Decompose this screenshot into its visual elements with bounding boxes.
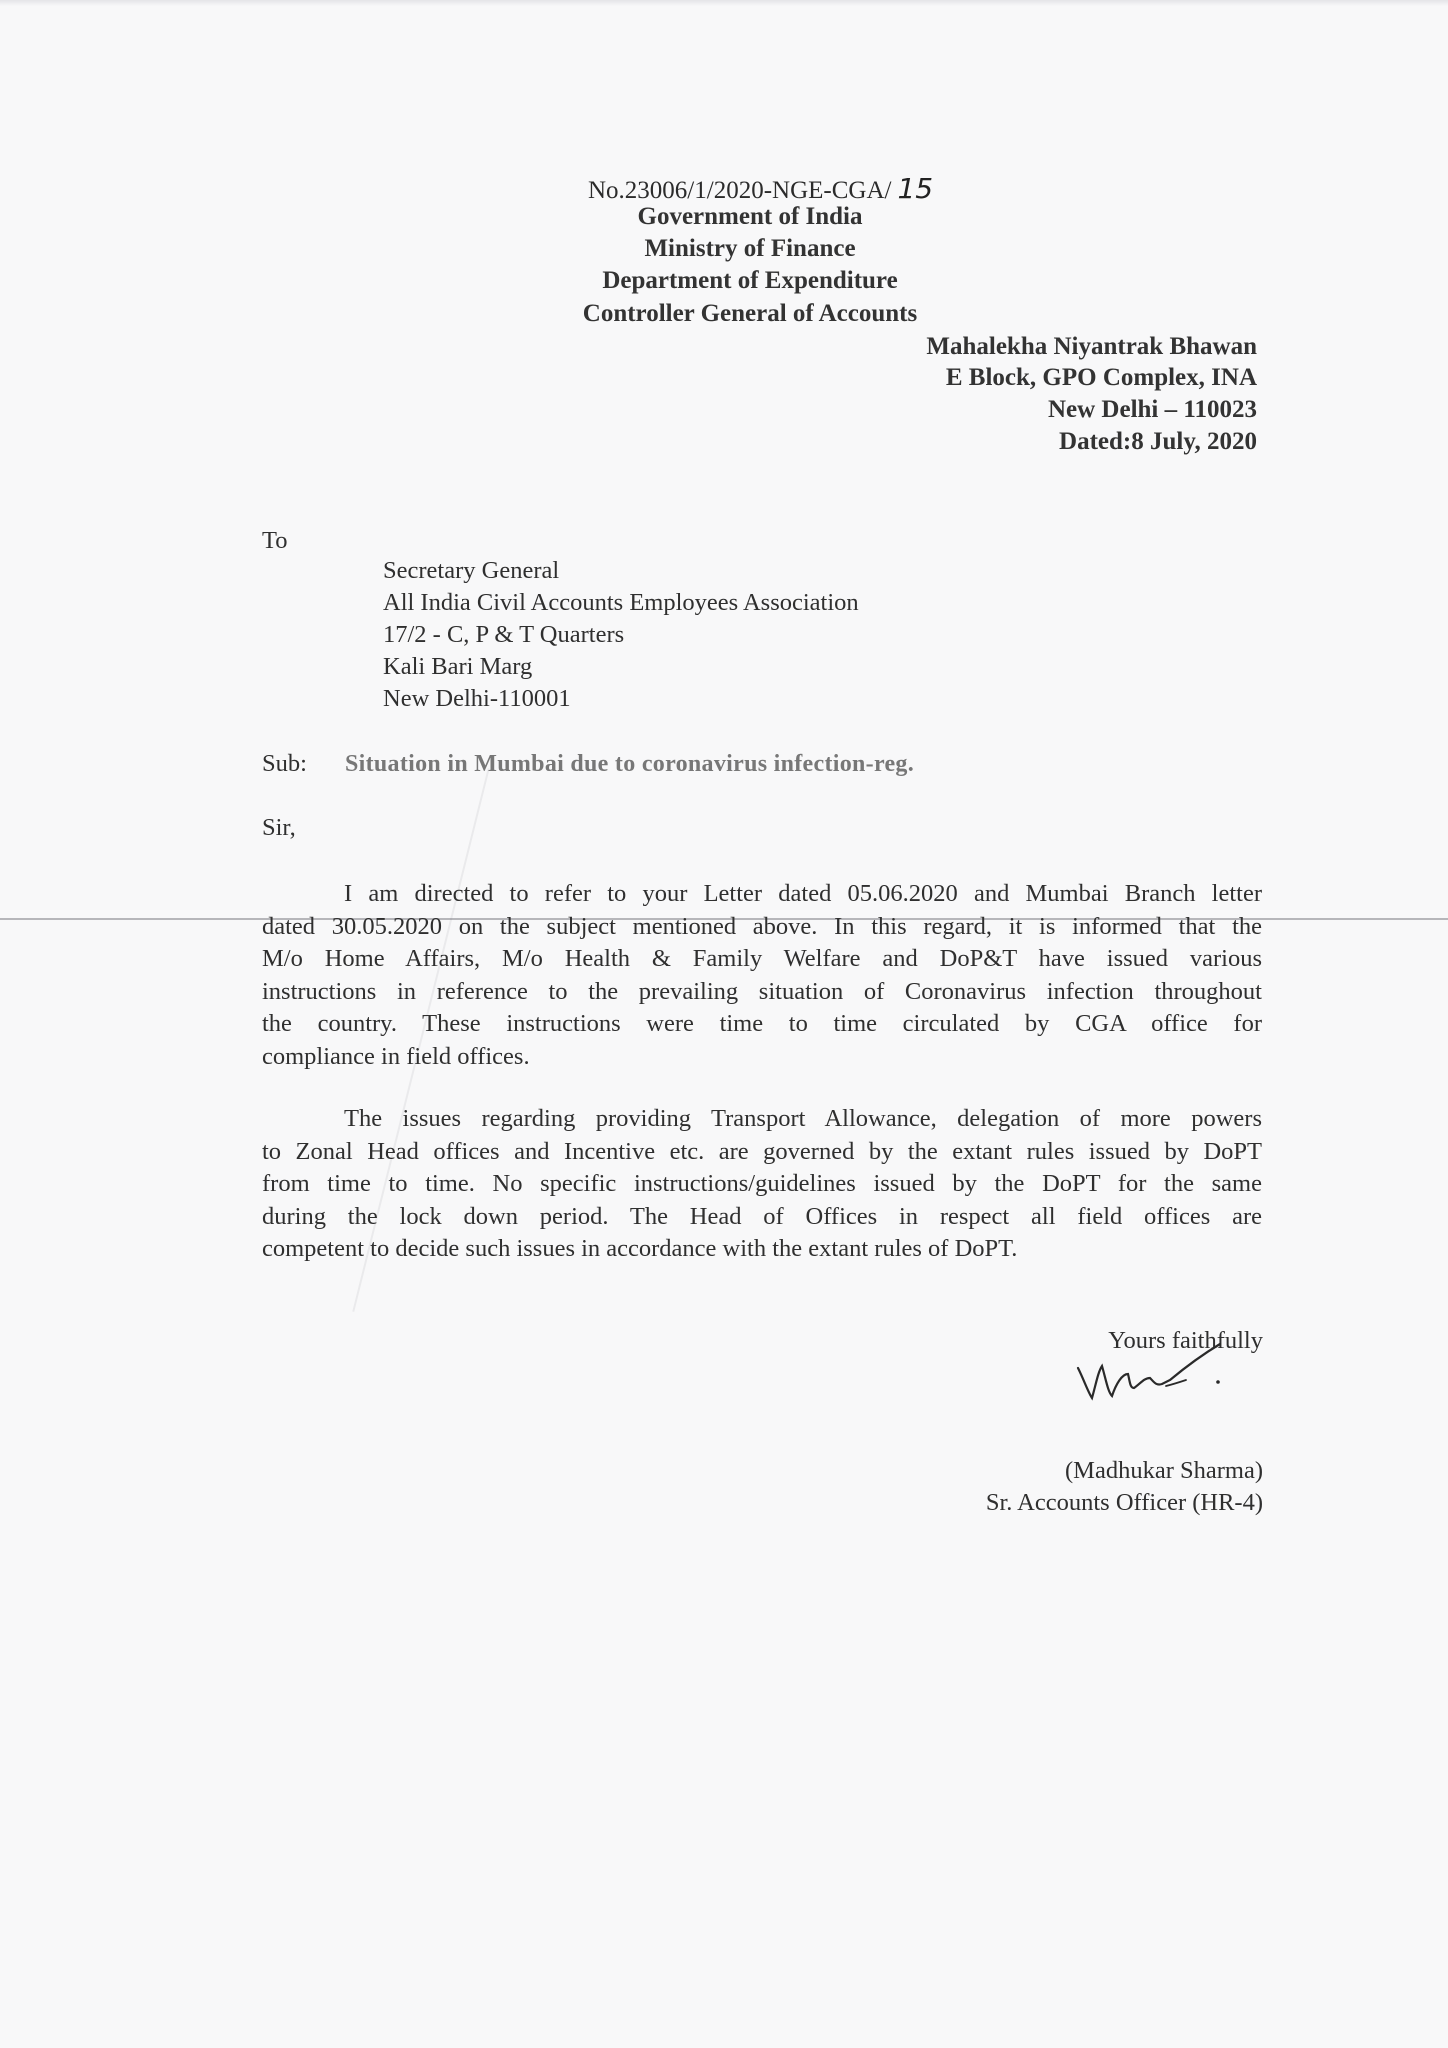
valediction: Yours faithfully	[1108, 1327, 1263, 1354]
office-address-line-2: E Block, GPO Complex, INA	[945, 364, 1257, 391]
header-line-department: Department of Expenditure	[602, 267, 898, 294]
paragraph-2-line: during the lock down period. The Head of Offices in respect all field offices are	[262, 1202, 1262, 1230]
subject-text: Situation in Mumbai due to coronavirus infection-reg.	[345, 751, 915, 777]
paragraph-2-line: competent to decide such issues in accordance with the extant rules of DoPT.	[262, 1235, 1018, 1262]
paragraph-2	[262, 1103, 1262, 1266]
paragraph-1-line: the country. These instructions were time to time circulated by CGA office for	[262, 1010, 1262, 1037]
reference-number	[588, 172, 933, 205]
recipient-line-5: New Delhi-110001	[383, 685, 571, 712]
office-address-line-1: Mahalekha Niyantrak Bhawan	[926, 333, 1257, 360]
header-line-government: Government of India	[637, 203, 863, 230]
paragraph-1-line: compliance in field offices.	[262, 1042, 530, 1070]
office-address-line-3: New Delhi – 110023	[1047, 396, 1257, 423]
paragraph-1-line: M/o Home Affairs, M/o Health & Family Welfare and DoP&T have issued various	[262, 945, 1262, 972]
to-label: To	[262, 527, 288, 554]
scan-edge	[0, 0, 1448, 6]
paragraph-1	[262, 878, 1262, 1073]
date-label: Dated:	[1059, 428, 1132, 455]
header-line-ministry: Ministry of Finance	[644, 235, 856, 262]
header-line-controller: Controller General of Accounts	[582, 300, 918, 327]
paragraph-1-line: instructions in reference to the prevailing situation of Coronavirus infection throughout	[262, 977, 1262, 1005]
recipient-line-1: Secretary General	[383, 557, 560, 584]
paragraph-1-line: I am directed to refer to your Letter dated 05.06.2020 and Mumbai Branch letter	[344, 880, 1262, 907]
handwritten-signature	[1070, 1340, 1240, 1420]
paragraph-2-line: from time to time. No specific instructions/guidelines issued by the DoPT for the same	[262, 1170, 1262, 1197]
signatory-designation: Sr. Accounts Officer (HR-4)	[985, 1489, 1263, 1516]
recipient-line-2: All India Civil Accounts Employees Association	[383, 589, 859, 616]
date-line	[800, 428, 1257, 456]
paragraph-1-line: dated 30.05.2020 on the subject mentioned above. In this regard, it is informed that the	[262, 912, 1262, 940]
recipient-line-4: Kali Bari Marg	[383, 653, 533, 680]
recipient-line-3: 17/2 - C, P & T Quarters	[383, 621, 625, 648]
date-value: 8 July, 2020	[1131, 428, 1257, 455]
salutation: Sir,	[262, 814, 296, 841]
paragraph-2-line: The issues regarding providing Transport Allowance, delegation of more powers	[344, 1105, 1262, 1132]
paragraph-2-line: to Zonal Head offices and Incentive etc. are governed by the extant rules issued by DoPT	[262, 1137, 1262, 1165]
signatory-name: (Madhukar Sharma)	[1065, 1457, 1263, 1484]
subject-label: Sub:	[262, 750, 307, 777]
handwritten-number: 15	[897, 172, 934, 205]
reference-number-text: No.23006/1/2020-NGE-CGA/	[588, 177, 892, 204]
